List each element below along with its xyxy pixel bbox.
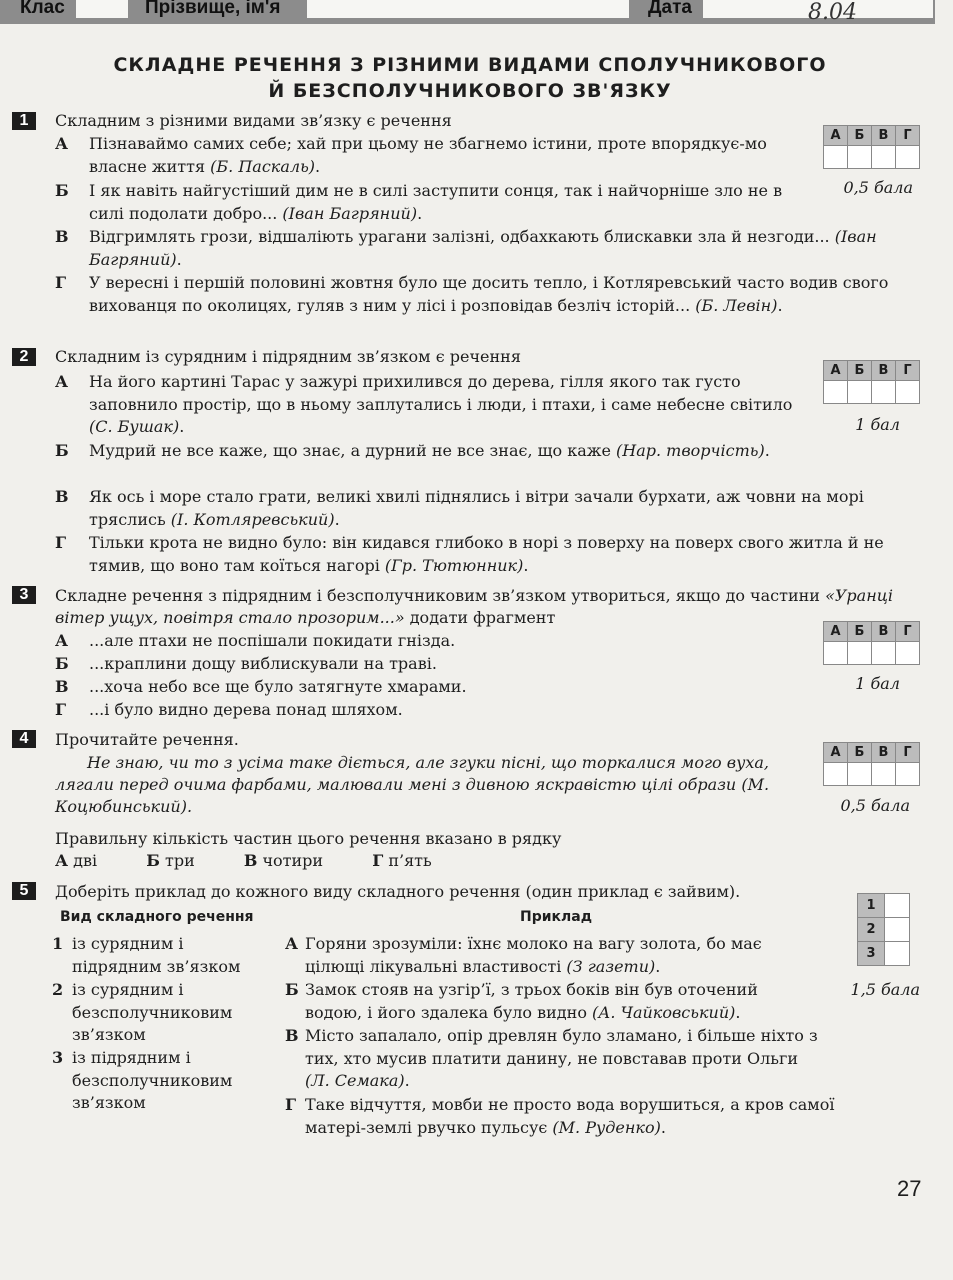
grid-key: 1 [858,894,885,918]
grid-letter: В [872,622,896,642]
option-item: В Як ось і море стало грати, великі хвилі піднялись і вітри зачали бурхати, аж човни на морі тряслись (І. Котляревський). [55,487,864,529]
example-item: В Місто запалало, опір древлян було зламано, і більше ніхто з тих, хто мусив платити данину, не повставав проти Ольги (Л. Семака). [285,1026,818,1090]
score-label: 1 бал [855,674,900,693]
option-item: А ...але птахи не поспішали покидати гнізда. [55,631,456,650]
answer-box[interactable] [896,763,920,786]
answer-grid[interactable] [823,360,920,404]
score-label: 0,5 бала [840,796,910,815]
answer-box[interactable] [824,146,848,169]
answer-box[interactable] [824,381,848,404]
title-line-2: Й БЕЗСПОЛУЧНИКОВОГО ЗВ'ЯЗКУ [268,80,672,102]
grid-letter: Б [848,622,872,642]
option-item: Б І як навіть найгустіший дим не в силі заступити сонця, так і найчорніше зло не в силі подолати добро... (Іван Багряний). [55,181,783,223]
question-text: Правильну кількість частин цього речення вказано в рядку [55,829,562,848]
name-field[interactable] [307,0,629,18]
answer-box[interactable] [848,146,872,169]
column-header-types: Вид складного речення [60,909,254,925]
title-line-1: СКЛАДНЕ РЕЧЕННЯ З РІЗНИМИ ВИДАМИ СПОЛУЧНИКОВОГО [113,54,827,76]
option-item: Г У вересні і першій половині жовтня було ще досить тепло, і Котляревський часто водив свого вихованця по околицях, гуляв з ним у лісі і розповідав безліч історій... (Б. Левін). [55,273,889,315]
answer-grid[interactable] [823,621,920,665]
option-row: А дві Б три В чотири Г п’ять [55,851,432,870]
answer-grid[interactable] [823,125,920,169]
grid-letter: В [872,361,896,381]
grid-letter: Г [896,361,920,381]
grid-key: 3 [858,942,885,966]
question-number: 3 [12,586,36,604]
grid-key: 2 [858,918,885,942]
grid-letter: А [824,743,848,763]
page-number: 27 [897,1176,922,1201]
answer-box[interactable] [872,146,896,169]
question-instruction: Прочитайте речення. [55,730,239,749]
grid-letter: Г [896,622,920,642]
answer-box[interactable] [872,763,896,786]
grid-letter: В [872,743,896,763]
score-label: 0,5 бала [843,178,913,197]
grid-letter: Б [848,743,872,763]
column-header-examples: Приклад [520,909,593,925]
grid-letter: А [824,622,848,642]
option-item: Б ...краплини дощу виблискували на траві. [55,654,437,673]
answer-box[interactable] [872,381,896,404]
question-text: Доберіть приклад до кожного виду складного речення (один приклад є зайвим). [55,882,741,901]
score-label: 1,5 бала [850,980,920,999]
option-item: Г ...і було видно дерева понад шляхом. [55,700,403,719]
question-text: Складне речення з підрядним і безсполучниковим зв’язком утвориться, якщо до частини «Уранці вітер ущух, повітря стало прозорим...» додати фрагмент [55,586,894,627]
question-number: 2 [12,348,36,366]
option-item: В Відгримлять грози, відшаліють урагани залізні, одбахкають блискавки зла й незгоди... (Іван Багряний). [55,227,877,269]
grid-letter: Г [896,126,920,146]
matching-grid[interactable] [857,893,910,966]
question-number: 4 [12,730,36,748]
class-field[interactable] [76,0,128,18]
date-value: 8.04 [808,0,857,25]
option-item: Г Тільки крота не видно було: він кидався глибоко в норі з поверху на поверх свого житла й не тямив, що воно там коїться нагорі (Гр. Тютюнник). [55,533,884,575]
question-number: 1 [12,112,36,130]
quoted-sentence: Не знаю, чи то з усіма таке діється, але згуки пісні, що торкалися мого вуха, лягали перед очима фарбами, малювали мені з дивною яскравістю цілі образи (М. Коцюбинський). [55,753,770,816]
grid-letter: А [824,361,848,381]
type-item: 2 із сурядним і безсполучниковим зв’язком [52,980,233,1044]
option-item: А Пізнаваймо самих себе; хай при цьому не збагнемо істини, проте впорядкує-мо власне життя (Б. Паскаль). [55,134,767,176]
answer-box[interactable] [824,642,848,665]
answer-grid[interactable] [823,742,920,786]
answer-box[interactable] [848,642,872,665]
class-label: Клас [20,0,65,18]
score-label: 1 бал [855,415,900,434]
answer-box[interactable] [885,942,910,966]
answer-box[interactable] [896,146,920,169]
option-item: В ...хоча небо все ще було затягнуте хмарами. [55,677,467,696]
answer-box[interactable] [848,763,872,786]
grid-letter: В [872,126,896,146]
option-item: А На його картині Тарас у зажурі прихилився до дерева, гілля якого так густо заповнило простір, що в ньому заплутались і люди, і птахи, і саме небесне світило (С. Бушак). [55,372,793,436]
answer-box[interactable] [896,381,920,404]
grid-letter: А [824,126,848,146]
grid-letter: Г [896,743,920,763]
example-item: Г Таке відчуття, мовби не просто вода ворушиться, а кров самої матері-землі рвучко пульсує (М. Руденко). [285,1095,835,1137]
page-title [60,52,880,104]
grid-letter: Б [848,126,872,146]
example-item: Б Замок стояв на узгір’ї, з трьох боків він був оточений водою, і його здалека було видно (А. Чайковський). [285,980,758,1022]
question-text: Складним з різними видами зв’язку є речення [55,111,452,130]
type-item: 3 із підрядним і безсполучниковим зв’язком [52,1048,233,1112]
answer-box[interactable] [848,381,872,404]
date-label: Дата [648,0,692,18]
option-item: Б Мудрий не все каже, що знає, а дурний не все знає, що каже (Нар. творчість). [55,441,770,460]
grid-letter: Б [848,361,872,381]
answer-box[interactable] [872,642,896,665]
answer-box[interactable] [885,894,910,918]
type-item: 1 із сурядним і підрядним зв’язком [52,934,241,976]
name-label: Прізвище, ім'я [145,0,281,18]
answer-box[interactable] [896,642,920,665]
question-text: Складним із сурядним і підрядним зв’язком є речення [55,347,521,366]
answer-box[interactable] [885,918,910,942]
example-item: А Горяни зрозуміли: їхнє молоко на вагу золота, бо має цілющі лікувальні властивості (З газети). [285,934,762,976]
question-number: 5 [12,882,36,900]
answer-box[interactable] [824,763,848,786]
